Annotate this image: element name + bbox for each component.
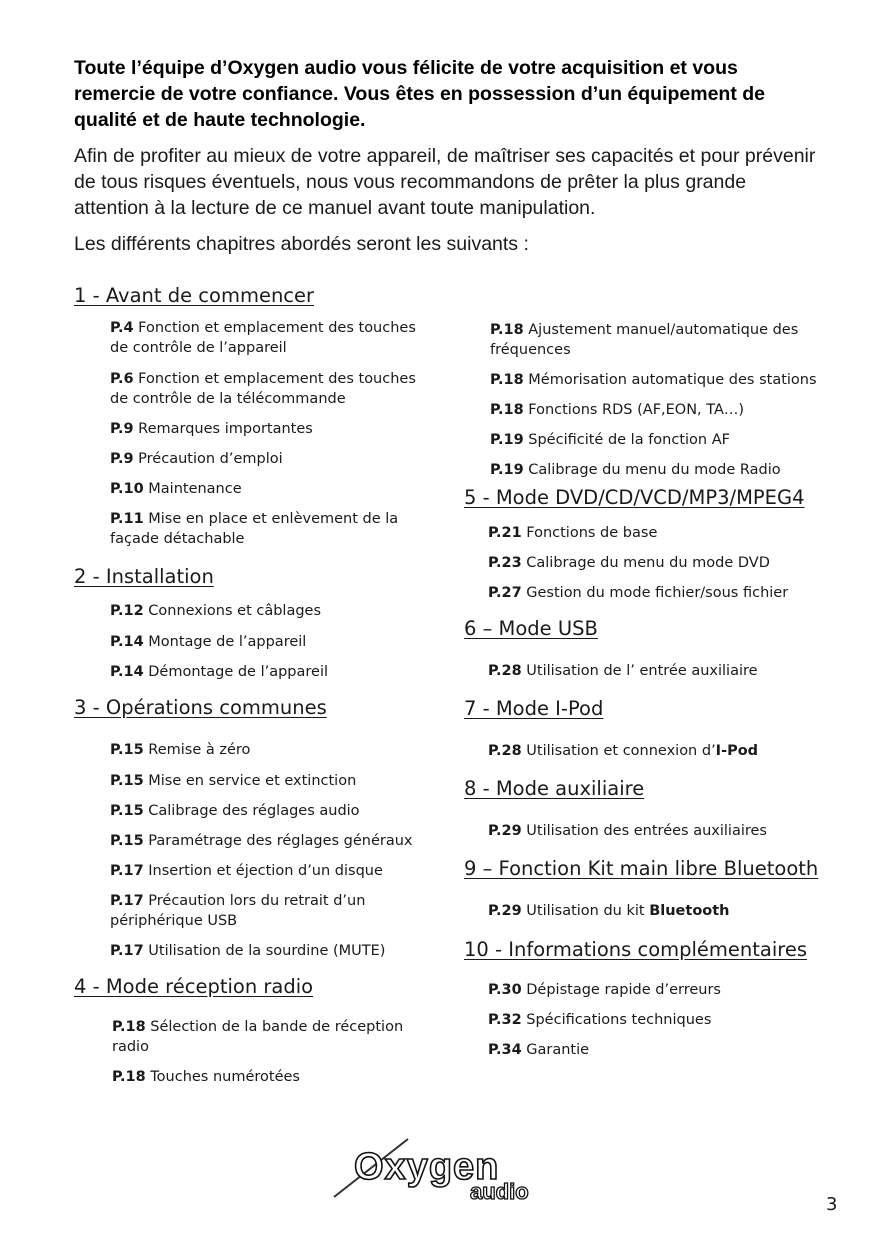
toc-entry — [464, 1010, 818, 1030]
entry-text: Démontage de l’appareil — [148, 664, 329, 680]
chapter-entries — [464, 661, 824, 681]
entry-text: Fonction et emplacement des touches de contrôle de l’appareil — [110, 320, 416, 356]
intro-paragraph: Afin de profiter au mieux de votre appareil, de maîtriser ses capacités et pour prévenir de tous risques éventuels, nous vous recommandons de prêter la plus grande attention à la lecture de ce manuel avant toute manipulation. — [74, 145, 816, 219]
entry-text: Garantie — [526, 1042, 590, 1058]
chapter-title: 9 – Fonction Kit main libre Bluetooth — [464, 857, 819, 880]
toc-entry — [74, 449, 430, 469]
entry-text: Montage de l’appareil — [148, 634, 307, 650]
entry-text: Précaution lors du retrait d’un périphérique USB — [110, 893, 366, 929]
page-ref: P.17 — [110, 943, 144, 959]
entry-text: Mémorisation automatique des stations — [528, 372, 817, 388]
chapter-entries — [464, 821, 824, 841]
toc-entry — [74, 419, 430, 439]
page-number: 3 — [826, 1194, 838, 1215]
entry-text: Touches numérotées — [150, 1069, 300, 1085]
entry-text: Remise à zéro — [148, 742, 251, 758]
page-ref: P.15 — [110, 773, 144, 789]
toc-entry — [464, 583, 818, 603]
intro-bold-paragraph: Toute l’équipe d’Oxygen audio vous félicite de votre acquisition et vous remercie de votre confiance. Vous êtes en possession d’un équipement de qualité et de haute technologie. — [74, 57, 766, 131]
entry-text: Utilisation des entrées auxiliaires — [526, 823, 767, 839]
chapter-entries-continued — [464, 320, 824, 480]
toc-entry — [464, 430, 820, 450]
page-ref: P.29 — [488, 823, 522, 839]
toc-entry — [74, 632, 430, 652]
toc-entry — [74, 831, 430, 851]
toc-entry — [74, 601, 430, 621]
toc-entry — [74, 891, 430, 931]
entry-text: Spécificité de la fonction AF — [528, 432, 730, 448]
page-ref: P.28 — [488, 743, 522, 759]
toc-entry — [464, 1040, 818, 1060]
toc-entry — [74, 1067, 432, 1087]
page-ref: P.10 — [110, 481, 144, 497]
chapter-title: 2 - Installation — [74, 565, 214, 588]
page-ref: P.18 — [490, 322, 524, 338]
page-ref: P.27 — [488, 585, 522, 601]
page-ref: P.17 — [110, 893, 144, 909]
toc-entry — [464, 661, 818, 681]
toc-entry — [464, 460, 820, 480]
toc-entry — [464, 741, 818, 761]
oxygen-audio-logo — [330, 1135, 550, 1205]
entry-text: Insertion et éjection d’un disque — [148, 863, 383, 879]
toc-entry — [464, 370, 820, 390]
logo-sub-text: audio — [470, 1179, 529, 1204]
toc-entry — [464, 553, 818, 573]
toc-entry — [74, 771, 430, 791]
page-ref: P.18 — [112, 1069, 146, 1085]
entry-text: Utilisation du kit — [526, 903, 645, 919]
toc-right-column — [464, 320, 824, 1060]
chapter-entries — [74, 318, 434, 549]
toc-entry — [464, 523, 818, 543]
entry-text: Précaution d’emploi — [138, 451, 283, 467]
toc-entry — [464, 320, 820, 360]
chapter-title: 4 - Mode réception radio — [74, 975, 314, 998]
entry-text: Mise en service et extinction — [148, 773, 357, 789]
chapter-entries — [464, 901, 824, 921]
toc-entry — [464, 980, 818, 1000]
chapter-title: 7 - Mode I-Pod — [464, 697, 604, 720]
page-ref: P.28 — [488, 663, 522, 679]
entry-text: Sélection de la bande de réception radio — [112, 1019, 404, 1055]
toc-entry — [74, 662, 430, 682]
chapter-entries — [74, 740, 434, 961]
toc-entry — [74, 479, 430, 499]
page-ref: P.23 — [488, 555, 522, 571]
page-ref: P.18 — [112, 1019, 146, 1035]
page-ref: P.32 — [488, 1012, 522, 1028]
chapter-title: 10 - Informations complémentaires — [464, 938, 808, 961]
page-ref: P.17 — [110, 863, 144, 879]
entry-text: Fonction et emplacement des touches de contrôle de la télécommande — [110, 371, 416, 407]
entry-text: Utilisation de la sourdine (MUTE) — [148, 943, 386, 959]
entry-strong: Bluetooth — [649, 903, 730, 919]
page-ref: P.15 — [110, 742, 144, 758]
page-ref: P.9 — [110, 451, 134, 467]
page-ref: P.29 — [488, 903, 522, 919]
chapter-title: 1 - Avant de commencer — [74, 284, 315, 307]
entry-text: Connexions et câblages — [148, 603, 322, 619]
page-ref: P.19 — [490, 432, 524, 448]
chapter-title: 8 - Mode auxiliaire — [464, 777, 645, 800]
entry-strong: I-Pod — [715, 743, 759, 759]
entry-text: Fonctions de base — [526, 525, 658, 541]
page-ref: P.15 — [110, 803, 144, 819]
page-ref: P.4 — [110, 320, 134, 336]
page-ref: P.14 — [110, 634, 144, 650]
entry-text: Dépistage rapide d’erreurs — [526, 982, 721, 998]
chapter-title: 6 – Mode USB — [464, 617, 598, 640]
entry-text: Maintenance — [148, 481, 242, 497]
chapter-entries — [464, 980, 824, 1060]
chapter-title: 3 - Opérations communes — [74, 696, 327, 719]
entry-text: Utilisation de l’ entrée auxiliaire — [526, 663, 758, 679]
page-ref: P.18 — [490, 372, 524, 388]
toc-entry — [464, 821, 818, 841]
page-ref: P.34 — [488, 1042, 522, 1058]
toc-entry — [464, 400, 820, 420]
page-ref: P.11 — [110, 511, 144, 527]
page-ref: P.21 — [488, 525, 522, 541]
toc-entry — [74, 318, 430, 358]
toc-entry — [74, 801, 430, 821]
toc-entry — [74, 509, 430, 549]
page-ref: P.12 — [110, 603, 144, 619]
toc-entry — [74, 740, 430, 760]
toc-entry — [74, 369, 430, 409]
chapter-entries — [74, 1017, 434, 1087]
entry-text: Calibrage des réglages audio — [148, 803, 360, 819]
chapter-entries — [464, 741, 824, 761]
entry-text: Fonctions RDS (AF,EON, TA…) — [528, 402, 745, 418]
entry-text: Utilisation et connexion d’ — [526, 743, 716, 759]
chapter-entries — [74, 601, 434, 682]
toc-entry — [464, 901, 818, 921]
page-ref: P.19 — [490, 462, 524, 478]
entry-text: Mise en place et enlèvement de la façade détachable — [110, 511, 399, 547]
toc-entry — [74, 941, 430, 961]
page-ref: P.14 — [110, 664, 144, 680]
chapters-intro: Les différents chapitres abordés seront les suivants : — [74, 233, 529, 255]
page-ref: P.15 — [110, 833, 144, 849]
entry-text: Gestion du mode fichier/sous fichier — [526, 585, 789, 601]
toc-entry — [74, 1017, 432, 1057]
entry-text: Ajustement manuel/automatique des fréquences — [490, 322, 799, 358]
toc-left-column — [74, 284, 434, 1087]
entry-text: Remarques importantes — [138, 421, 313, 437]
entry-text: Spécifications techniques — [526, 1012, 712, 1028]
entry-text: Paramétrage des réglages généraux — [148, 833, 413, 849]
logo-main-text: Oxygen — [354, 1146, 500, 1188]
entry-text: Calibrage du menu du mode Radio — [528, 462, 781, 478]
chapter-entries — [464, 523, 824, 603]
page-ref: P.9 — [110, 421, 134, 437]
chapter-title: 5 - Mode DVD/CD/VCD/MP3/MPEG4 — [464, 486, 805, 509]
page-ref: P.6 — [110, 371, 134, 387]
page-ref: P.30 — [488, 982, 522, 998]
entry-text: Calibrage du menu du mode DVD — [526, 555, 770, 571]
page-ref: P.18 — [490, 402, 524, 418]
toc-entry — [74, 861, 430, 881]
